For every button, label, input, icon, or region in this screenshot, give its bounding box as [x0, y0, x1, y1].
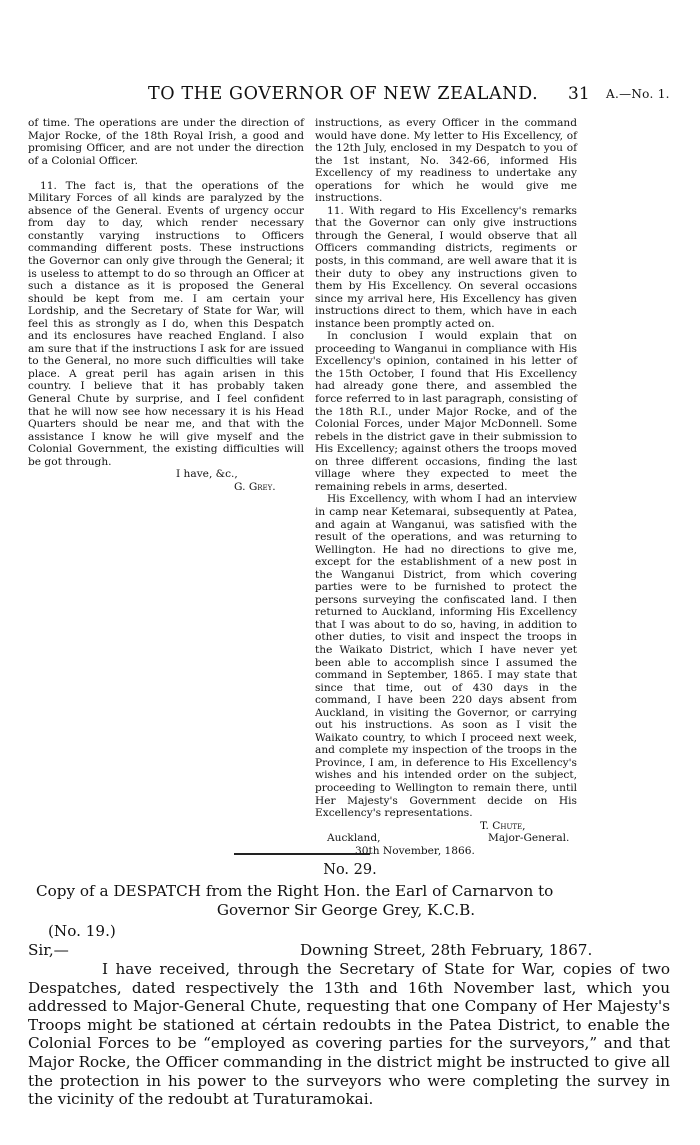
signature-rank: Major-General.: [488, 832, 570, 845]
despatch-heading-line-1: Copy of a DESPATCH from the Right Hon. the Earl of Carnarvon to: [36, 882, 554, 900]
closing-formula: I have, &c.,: [176, 468, 238, 481]
letter-date: 30th November, 1866.: [355, 844, 475, 857]
right-paragraph-1: instructions, as every Officer in the command would have done. My letter to His Excellency, of the 12th July, enclosed in my Despatch to you of the 1st instant, No. 342-66, informed His Excellency of my readiness to undertake any operations for which he would give me instructions.: [315, 117, 577, 205]
running-head-title: TO THE GOVERNOR OF NEW ZEALAND.: [148, 84, 539, 104]
despatch-body: [28, 960, 670, 1109]
place-rank-line: [315, 832, 577, 845]
despatch-heading-line-2: Governor Sir George Grey, K.C.B.: [216, 900, 476, 919]
despatch-heading: [36, 882, 676, 919]
despatch-number: (No. 19.): [48, 922, 116, 940]
running-head: [0, 84, 700, 108]
right-paragraph-3: In conclusion I would explain that on proceeding to Wanganui in compliance with His Excellency's opinion, contained in his letter of the 15th October, I found that His Excellency had already gone there, and assembled the force referred to in last paragraph, consisting of the 18th R.I., under Major Rocke, and of the Colonial Forces, under Major McDonnell. Some rebels in the district gave in their submission to His Excellency; against others the troops moved on three different occasions, finding the last village where they expected to meet the remaining rebels in arms, deserted.: [315, 330, 577, 493]
page-number: 31: [568, 84, 590, 104]
document-number: No. 29.: [323, 862, 377, 878]
document-reference: A.—No. 1.: [606, 87, 670, 101]
despatch-body-paragraph: I have received, through the Secretary of State for War, copies of two Despatches, dated respectively the 13th and 16th November last, which you addressed to Major-General Chute, requesting that one Company of Her Majesty's Troops might be stationed at cértain redoubts in the Patea District, to enable the Colonial Forces to be “employed as covering parties for the surveyors,” and that Major Rocke, the Officer commanding in the district might be instructed to give all the protection in his power to the surveyors who were completing the survey in the vicinity of the redoubt at Turaturamokai.: [28, 960, 670, 1109]
right-paragraph-4: His Excellency, with whom I had an interview in camp near Ketemarai, subsequently at Patea, and again at Wanganui, was satisfied with the result of the operations, and was returning to Wellington. He had no directions to give me, except for the establishment of a new post in the Wanganui District, from which covering parties were to be furnished to protect the persons surveying the confiscated land. I then returned to Auckland, informing His Excellency that I was about to do so, having, in addition to other duties, to visit and inspect the troops in the Waikato District, which I have never yet been able to accomplish since I assumed the command in September, 1865. I may state that since that time, out of 430 days in the command, I have been 220 days absent from Auckland, in visiting the Governor, or carrying out his instructions. As soon as I visit the Waikato country, to which I proceed next week, and complete my inspection of the troops in the Province, I am, in deference to His Excellency's wishes and his intended order on the subject, proceeding to Wellington to remain there, until Her Majesty's Government decide on His Excellency's representations.: [315, 493, 577, 820]
left-paragraph-1: of time. The operations are under the direction of Major Rocke, of the 18th Royal Irish, a good and promising Officer, and are not under the direction of a Colonial Officer.: [28, 117, 304, 167]
right-paragraph-2: 11. With regard to His Excellency's remarks that the Governor can only give instructions through the General, I would observe that all Officers commanding districts, regiments or posts, in this command, are well aware that it is their duty to obey any instructions given to them by His Excellency. On several occasions since my arrival here, His Excellency has given instructions direct to them, which have in each instance been promptly acted on.: [315, 204, 577, 330]
left-paragraph-2: 11. The fact is, that the operations of the Military Forces of all kinds are paralyzed by the absence of the General. Events of urgency occur from day to day, which render necessary constantly varying instructions to Officers commanding different posts. These instructions the Governor can only give through the General; it is useless to attempt to do so through an Officer at such a distance as it is proposed the General should be kept from me. I am certain your Lordship, and the Secretary of State for War, will feel this as strongly as I do, when this Despatch and its enclosures have reached England. I also am sure that if the instructions I ask for are issued to the General, no more such difficulties will take place. A great peril has again arisen in this country. I believe that it has probably taken General Chute by surprise, and I feel confident that he will now see how necessary it is his Head Quarters should be near me, and that with the assistance I know he will give myself and the Colonial Government, the existing difficulties will be got through.: [28, 179, 304, 468]
dateline: Downing Street, 28th February, 1867.: [300, 941, 593, 959]
section-divider: [234, 853, 370, 855]
right-column: [315, 117, 577, 857]
salutation: Sir,—: [28, 941, 69, 959]
left-column: [28, 117, 304, 493]
chute-signature: T. Chute,: [480, 819, 526, 832]
grey-signature: G. Grey.: [234, 480, 276, 493]
letter-place: Auckland,: [327, 832, 381, 845]
